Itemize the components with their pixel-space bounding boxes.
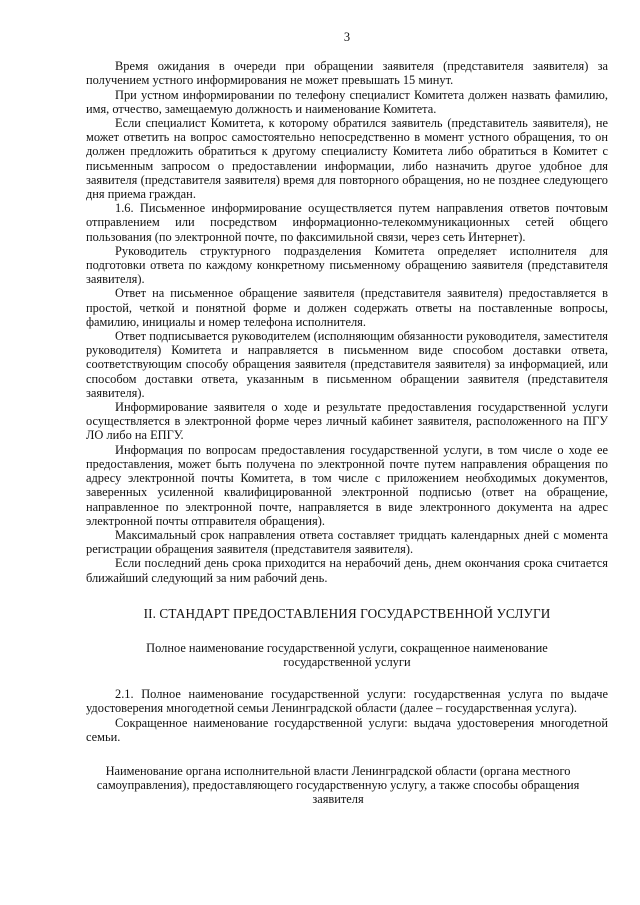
- section-heading: II. СТАНДАРТ ПРЕДОСТАВЛЕНИЯ ГОСУДАРСТВЕННОЙ УСЛУГИ: [143, 605, 551, 621]
- section-paragraphs: [86, 687, 608, 744]
- document-page: [86, 30, 608, 807]
- paragraph-short-name: Сокращенное наименование государственной услуги: выдача удостоверения многодетной семьи.: [86, 715, 608, 744]
- subheading-service-name: Полное наименование государственной услуги, сокращенное наименование государственной услуги: [146, 640, 548, 669]
- paragraph-reply-signed: Ответ подписывается руководителем (исполняющим обязанности руководителя, заместителя руководителя) Комитета и направляется в письменном виде способом доставки ответа, соответствующим способу обращения заявителя (представителя заявителя) за информацией, или способом доставки ответа, указанным в письменном обращении заявителя (представителя заявителя).: [86, 329, 608, 400]
- paragraph-head-of-unit: Руководитель структурного подразделения Комитета определяет исполнителя для подготовки ответа по каждому конкретному письменному обращению заявителя (представителя заявителя).: [86, 243, 608, 287]
- paragraph-full-name: 2.1. Полное наименование государственной услуги: государственная услуга по выдаче удостоверения многодетной семьи Ленинградской области (далее – государственная услуга).: [86, 687, 608, 716]
- paragraph-electronic-info: Информирование заявителя о ходе и результате предоставления государственной услуги осуществляется в электронной форме через личный кабинет заявителя, расположенного на ПГУ ЛО либо на ЕПГУ.: [86, 400, 608, 443]
- page-number: 3: [343, 30, 351, 44]
- paragraph-phone-info: При устном информировании по телефону специалист Комитета должен назвать фамилию, имя, отчество, замещаемую должность и наименование Комитета.: [86, 87, 608, 116]
- paragraph-written-info: 1.6. Письменное информирование осуществляется путем направления ответов почтовым отправлением или посредством информационно-телекоммуникационных сетей общего пользования (по электронной почте, по факсимильной связи, через сеть Интернет).: [86, 201, 608, 244]
- paragraph-last-day: Если последний день срока приходится на нерабочий день, днем окончания срока считается ближайший следующий за ним рабочий день.: [86, 556, 608, 585]
- paragraph-waiting-time: Время ожидания в очереди при обращении заявителя (представителя заявителя) за получением устного информирования не может превышать 15 минут.: [86, 59, 608, 88]
- paragraph-written-reply: Ответ на письменное обращение заявителя (представителя заявителя) предоставляется в простой, четкой и понятной форме и должен содержать ответы на поставленные вопросы, фамилию, инициалы и номер телефона исполнителя.: [86, 286, 608, 329]
- paragraph-specialist: Если специалист Комитета, к которому обратился заявитель (представитель заявителя), не может ответить на вопрос самостоятельно непосредственно в момент устного обращения, то он должен предложить обратиться к другому специалисту Комитета либо обратиться в Комитет с письменным запросом о предоставлении информации, либо назначить другое удобное для заявителя (представителя заявителя) время для повторного обращения, но не позднее следующего дня приема граждан.: [86, 116, 608, 202]
- paragraph-max-term: Максимальный срок направления ответа составляет тридцать календарных дней с момента регистрации обращения заявителя (представителя заявителя).: [86, 527, 608, 557]
- subheading-authority: Наименование органа исполнительной власти Ленинградской области (органа местного самоуправления), предоставляющего государственную услугу, а также способы обращения заявителя: [96, 763, 580, 807]
- paragraph-email-info: Информация по вопросам предоставления государственной услуги, в том числе о ходе ее предоставления, может быть получена по электронной почте путем направления обращения по адресу электронной почты Комитета, в том числе с приложением необходимых документов, заверенных усиленной квалифицированной электронной подписью (ответ на обращение, направленное по электронной почте, направляется в виде электронного документа на адрес электронной почты отправителя обращения).: [86, 442, 608, 528]
- info-paragraphs: [86, 59, 608, 585]
